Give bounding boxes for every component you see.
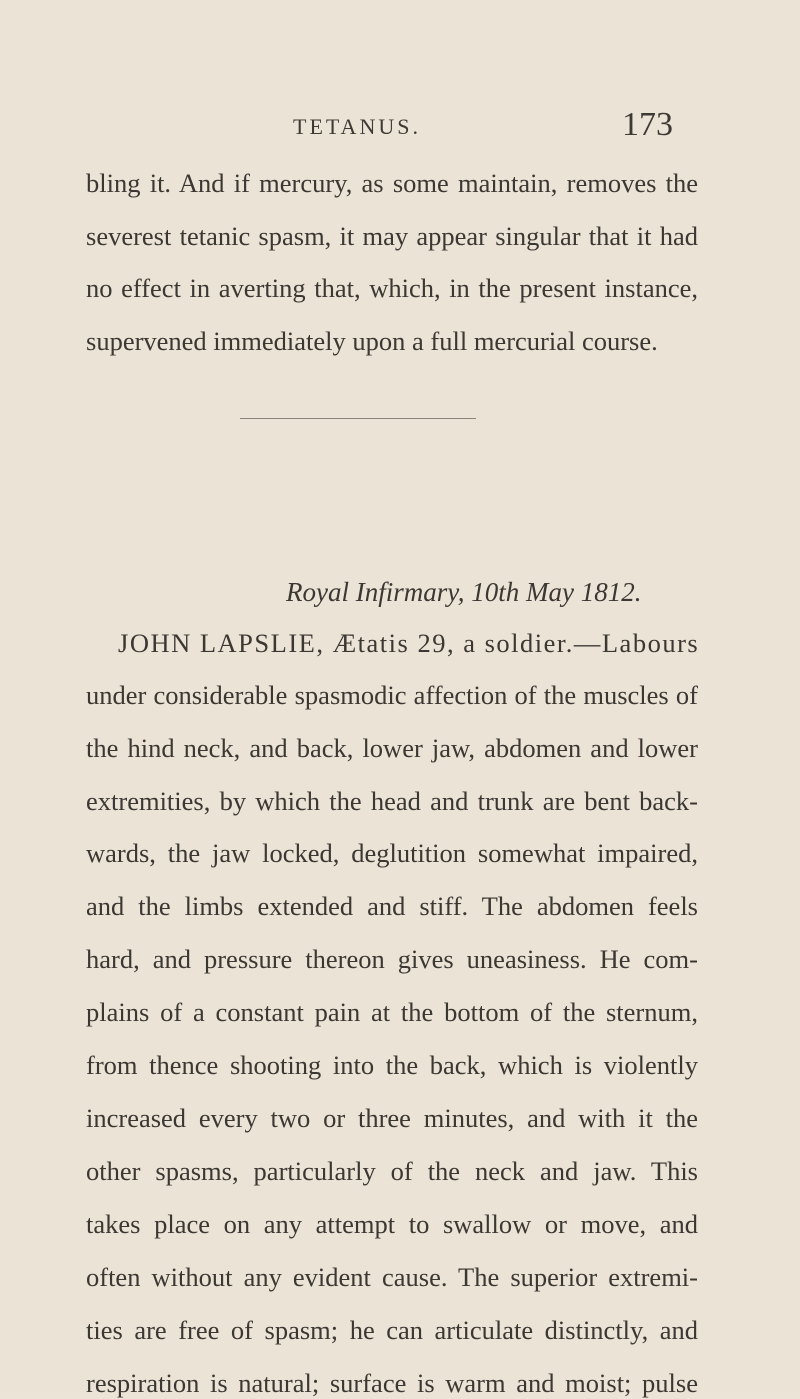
text-line: hard, and pressure thereon gives uneasiness. He com- <box>86 944 698 974</box>
text-line: extremities, by which the head and trunk are bent back- <box>86 786 698 816</box>
text-line: other spasms, particularly of the neck and jaw. This <box>86 1156 698 1186</box>
text-line: supervened immediately upon a full mercurial course. <box>86 326 658 356</box>
running-head <box>0 106 800 146</box>
text-line: JOHN LAPSLIE, Ætatis 29, a soldier.—Labours <box>118 628 700 658</box>
text-line: the hind neck, and back, lower jaw, abdomen and lower <box>86 733 698 763</box>
text-line: severest tetanic spasm, it may appear singular that it had <box>86 221 698 251</box>
text-line: no effect in averting that, which, in the present instance, <box>86 273 698 303</box>
text-line: ties are free of spasm; he can articulate distinctly, and <box>86 1315 698 1345</box>
running-title: TETANUS. <box>293 114 421 139</box>
text-line: respiration is natural; surface is warm and moist; pulse <box>86 1368 698 1398</box>
text-line: wards, the jaw locked, deglutition somewhat impaired, <box>86 838 698 868</box>
text-line: plains of a constant pain at the bottom of the sternum, <box>86 997 698 1027</box>
text-line: bling it. And if mercury, as some maintain, removes the <box>86 168 698 198</box>
text-line: under considerable spasmodic affection of the muscles of <box>86 680 698 710</box>
case-dateline: Royal Infirmary, 10th May 1812. <box>286 577 642 607</box>
text-line: and the limbs extended and stiff. The abdomen feels <box>86 891 698 921</box>
text-line: increased every two or three minutes, and with it the <box>86 1103 698 1133</box>
text-line: from thence shooting into the back, which is violently <box>86 1050 698 1080</box>
text-line: often without any evident cause. The superior extremi- <box>86 1262 698 1292</box>
section-divider <box>240 418 476 419</box>
page-number: 173 <box>622 106 673 143</box>
text-line: takes place on any attempt to swallow or move, and <box>86 1209 698 1239</box>
